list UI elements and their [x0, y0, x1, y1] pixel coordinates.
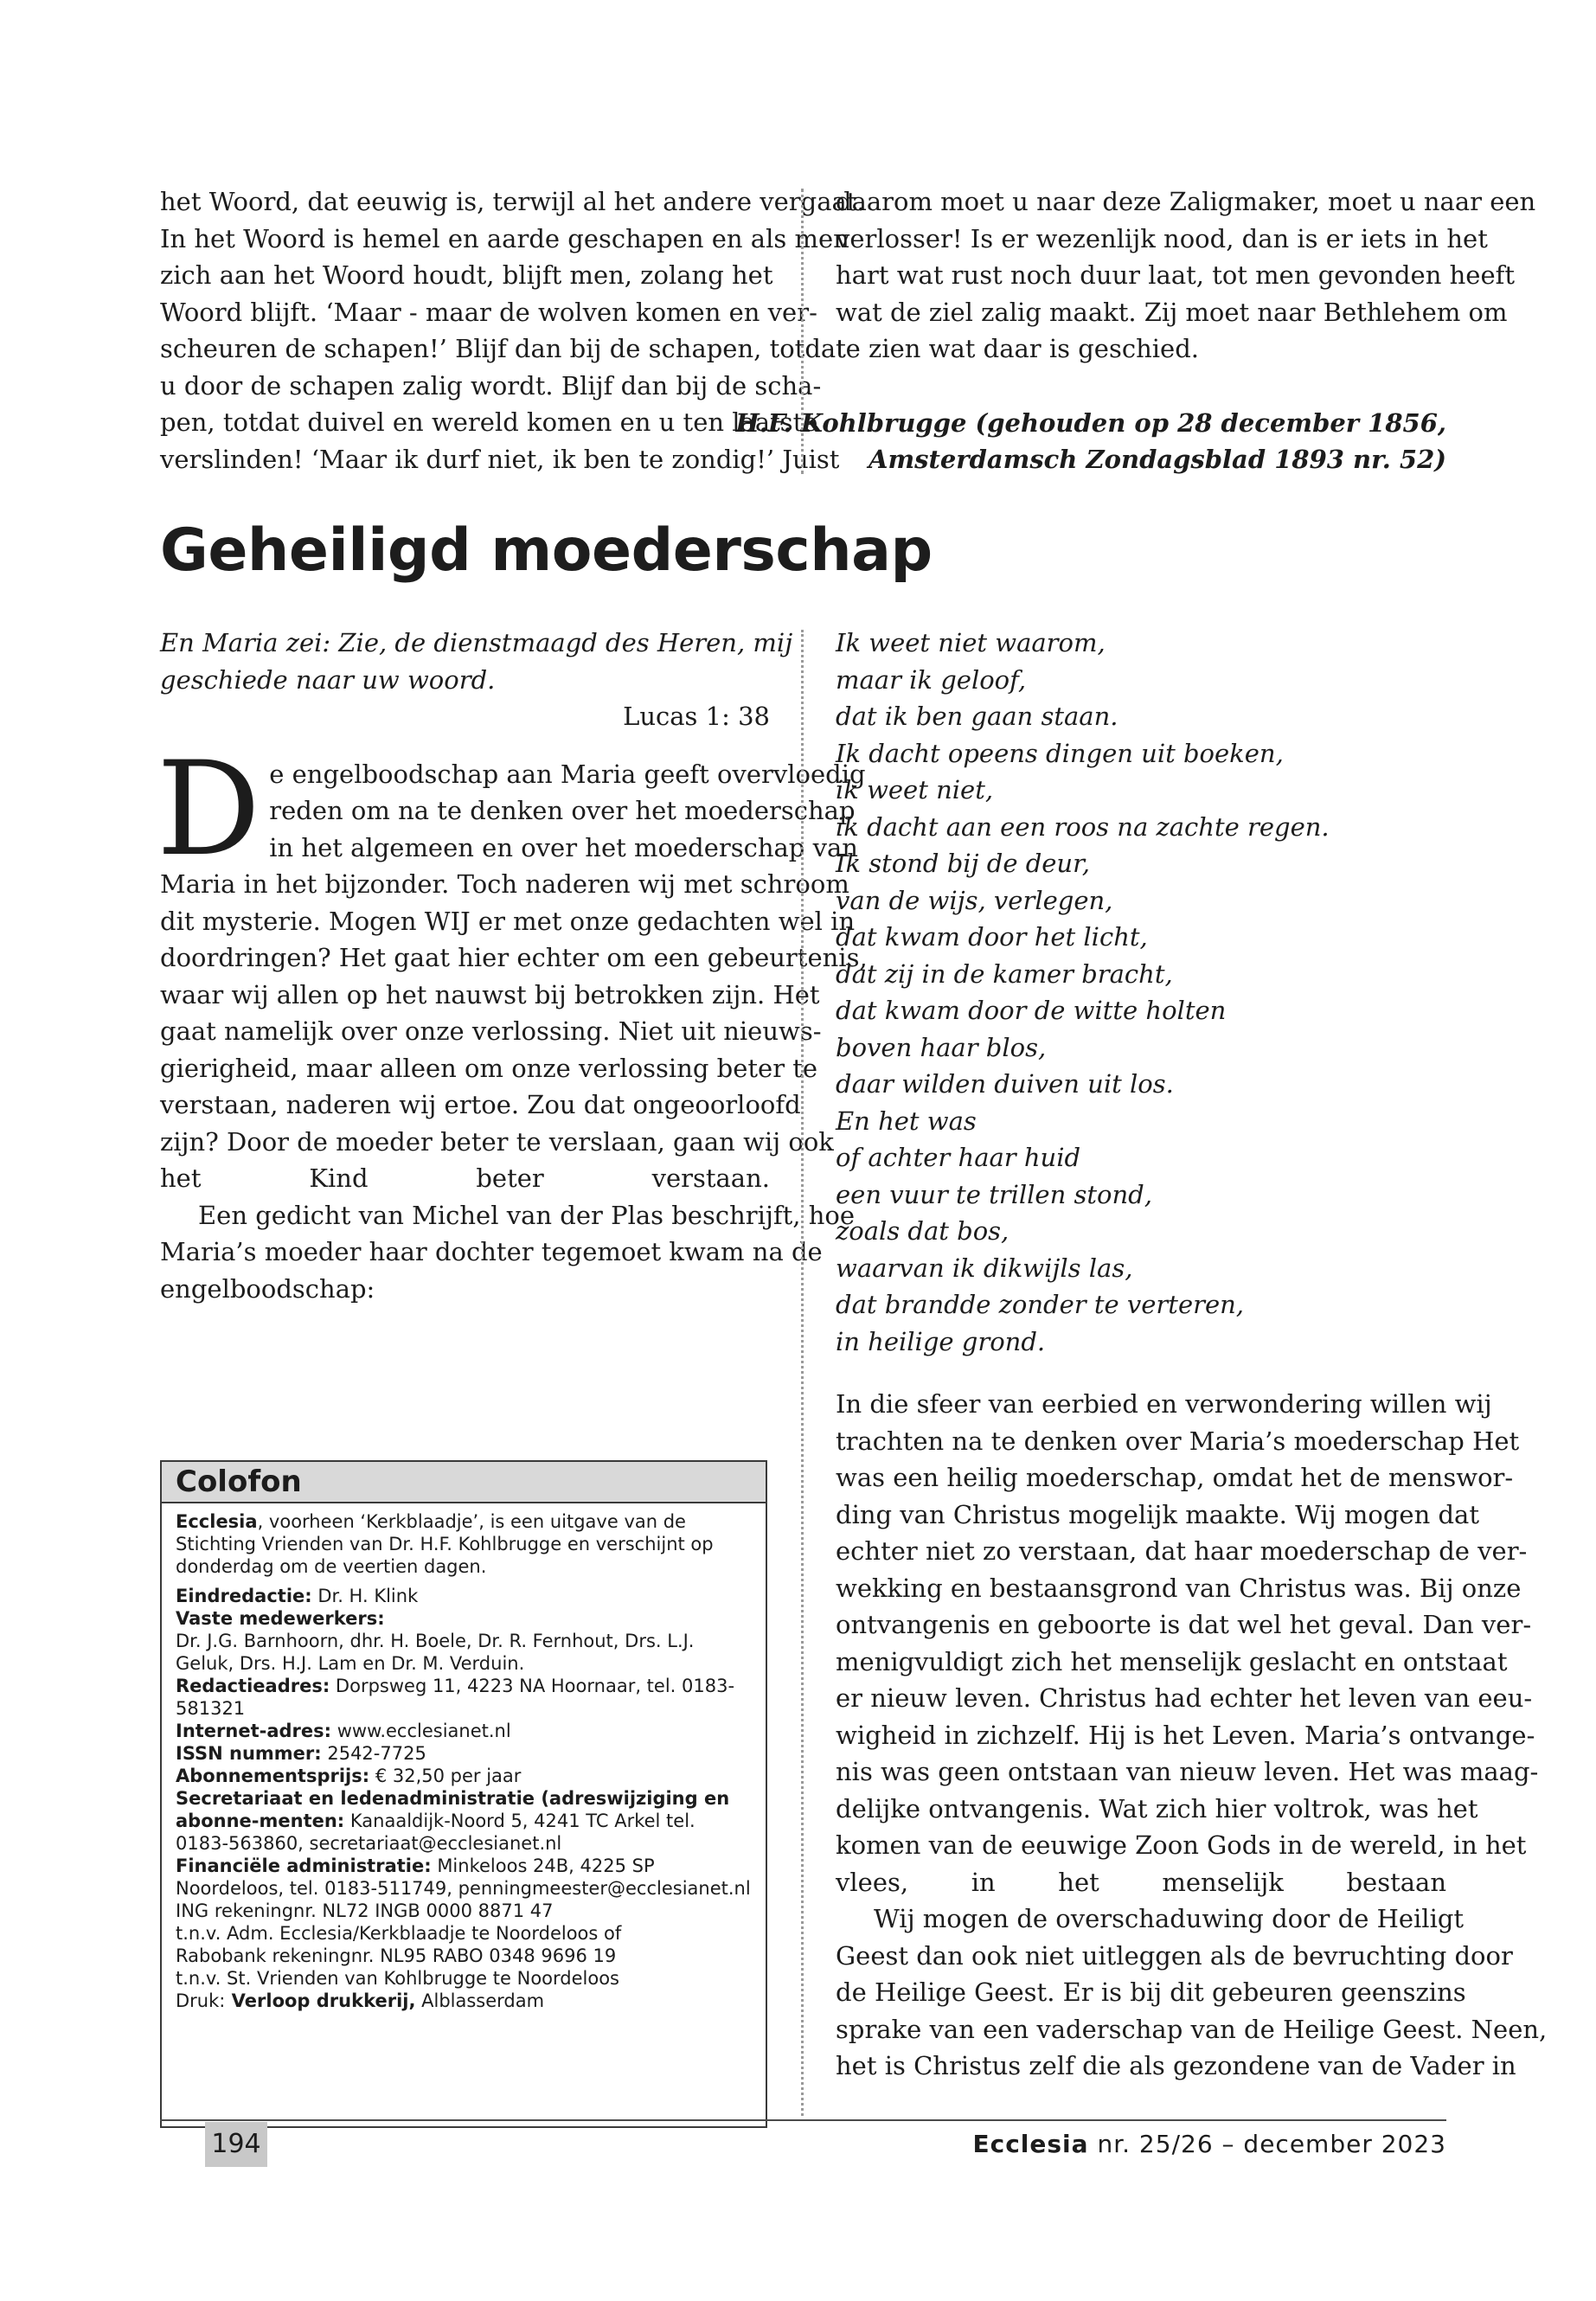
text-line: waar wij allen op het nauwst bij betrokken zijn. Het [160, 979, 820, 1009]
colofon-value: Minkeloos 24B, 4225 SP Noordeloos, tel. 0183-511749, penningmeester@ecclesianet.nl [176, 1856, 751, 1899]
text-line: gierigheid, maar alleen om onze verlossing beter te [160, 1053, 818, 1083]
text-line: te zien wat daar is geschied. [836, 334, 1199, 363]
top-left-column [160, 183, 865, 478]
colofon-redactieadres [176, 1675, 752, 1720]
top-right-column [836, 183, 1536, 368]
text-line: scheuren de schapen!’ Blijf dan bij de schapen, totdat [160, 334, 846, 363]
text-line: er nieuw leven. Christus had echter het leven van eeu- [836, 1683, 1533, 1713]
colofon-bank-1: ING rekeningnr. NL72 INGB 0000 8871 47 [176, 1900, 554, 1921]
colofon-secretariaat [176, 1787, 752, 1855]
text-line: Maria’s moeder haar dochter tegemoet kwam na de [160, 1237, 823, 1266]
colofon-label: Abonnementsprijs: [176, 1766, 370, 1786]
colofon-body [162, 1503, 766, 2019]
colofon-value: € 32,50 per jaar [369, 1766, 522, 1786]
poem-line: van de wijs, verlegen, [836, 885, 1113, 915]
text-line: verstaan, naderen wij ertoe. Zou dat ongeoorloofd [160, 1090, 801, 1119]
footer-rule [160, 2119, 1446, 2121]
text-line: nis was geen ontstaan van nieuw leven. Het was maag- [836, 1757, 1539, 1786]
text-line: verlosser! Is er wezenlijk nood, dan is er iets in het [836, 223, 1488, 253]
text-line: was een heilig moederschap, omdat het de menswor- [836, 1463, 1514, 1492]
colofon-title: Colofon [162, 1462, 766, 1503]
colofon-intro-label: Ecclesia [176, 1511, 258, 1532]
colofon-druk [176, 1990, 752, 2012]
colofon-box [160, 1460, 767, 2128]
colofon-label: Vaste medewerkers: [176, 1608, 385, 1629]
paragraph-3 [836, 1386, 1539, 1900]
colofon-value: Dorpsweg 11, 4223 NA Hoornaar, tel. 0183-581321 [176, 1676, 735, 1719]
signature [735, 405, 1446, 478]
text-line: Geest dan ook niet uitleggen als de bevruchting door [836, 1940, 1513, 1971]
page-number: 194 [205, 2122, 267, 2167]
text-line: ding van Christus mogelijk maakte. Wij mogen dat [836, 1499, 1479, 1529]
footer-issue [972, 2126, 1446, 2163]
text-line: reden om na te denken over het moederschap [269, 796, 856, 825]
epigraph-reference: Lucas 1: 38 [623, 702, 770, 731]
text-line: dit mysterie. Mogen WIJ er met onze gedachten wel in [160, 906, 856, 936]
text-line: wekking en bestaansgrond van Christus was. Bij onze [836, 1573, 1522, 1603]
colofon-intro [176, 1510, 752, 1578]
article-left-column [157, 625, 868, 1307]
colofon-value: Kanaaldijk-Noord 5, 4241 TC Arkel tel. 0183-563860, secretariaat@ecclesianet.nl [176, 1811, 695, 1854]
poem-line: Ik stond bij de deur, [836, 849, 1090, 878]
drop-cap: D [157, 734, 261, 885]
colofon-bank-2-tnv: t.n.v. St. Vrienden van Kohlbrugge te Noordeloos [176, 1968, 620, 1989]
colofon-label: Internet-adres: [176, 1721, 332, 1741]
poem [836, 625, 1446, 1360]
colofon-value: Alblasserdam [415, 1990, 545, 2011]
poem-line: maar ik geloof, [836, 664, 1027, 695]
poem-line: ik weet niet, [836, 775, 994, 804]
signature-line: H.F. Kohlbrugge (gehouden op 28 december 1856, [735, 408, 1446, 438]
text-line: zijn? Door de moeder beter te verslaan, gaan wij ook [160, 1126, 834, 1157]
colofon-issn [176, 1742, 752, 1765]
text-line: echter niet zo verstaan, dat haar moederschap de ver- [836, 1536, 1528, 1566]
colofon-financieel [176, 1855, 752, 1900]
poem-line: Ik weet niet waarom, [836, 628, 1106, 657]
colofon-medewerkers [176, 1607, 752, 1675]
poem-line: een vuur te trillen stond, [836, 1179, 1152, 1209]
text-line: In die sfeer van eerbied en verwondering willen wij [836, 1389, 1492, 1419]
text-line: het is Christus zelf die als gezondene van de Vader in [836, 2051, 1516, 2080]
colofon-bank-2: Rabobank rekeningnr. NL95 RABO 0348 9696 19 [176, 1945, 617, 1966]
paragraph-4 [836, 1900, 1548, 2085]
colofon-label: Secretariaat en ledenadministratie (adreswijziging en abonne-menten: [176, 1788, 730, 1831]
poem-line: Ik dacht opeens dingen uit boeken, [836, 738, 1284, 768]
text-line: de Heilige Geest. Er is bij dit gebeuren geenszins [836, 1977, 1466, 2007]
text-line: wat de ziel zalig maakt. Zij moet naar Bethlehem om [836, 297, 1508, 327]
poem-line: daar wilden duiven uit los. [836, 1069, 1174, 1099]
journal-name: Ecclesia [972, 2130, 1089, 2158]
text-line: verslinden! ‘Maar ik durf niet, ik ben te zondig!’ Juist [160, 444, 840, 474]
poem-line: ik dacht aan een roos na zachte regen. [836, 811, 1330, 842]
text-line: wigheid in zichzelf. Hij is het Leven. Maria’s ontvange- [836, 1720, 1535, 1750]
poem-line: boven haar blos, [836, 1032, 1047, 1062]
poem-line: dat zij in de kamer bracht, [836, 958, 1173, 989]
text-line: het Kind beter verstaan. [160, 1163, 770, 1193]
colofon-value: Dr. H. Klink [311, 1586, 419, 1606]
text-line: Wij mogen de overschaduwing door de Heiligt [874, 1904, 1465, 1933]
text-line: hart wat rust noch duur laat, tot men gevonden heeft [836, 260, 1515, 290]
colofon-value: 2542-7725 [321, 1743, 426, 1764]
colofon-abonnement [176, 1765, 752, 1787]
text-line: delijke ontvangenis. Wat zich hier voltrok, was het [836, 1793, 1478, 1823]
signature-line: Amsterdamsch Zondagsblad 1893 nr. 52) [868, 445, 1446, 474]
text-line: u door de schapen zalig wordt. Blijf dan bij de scha- [160, 370, 822, 401]
poem-line: dat kwam door het licht, [836, 922, 1148, 952]
text-line: doordringen? Het gaat hier echter om een gebeurtenis, [160, 943, 868, 972]
column-divider [801, 630, 804, 2116]
text-line: vlees, in het menselijk bestaan [836, 1867, 1446, 1897]
article-right-column [836, 625, 1548, 2085]
paragraph-2 [160, 1197, 856, 1308]
text-line: daarom moet u naar deze Zaligmaker, moet u naar een [836, 187, 1536, 216]
poem-line: waarvan ik dikwijls las, [836, 1253, 1133, 1283]
colofon-label: Eindredactie: [176, 1586, 312, 1606]
paragraph-1 [157, 734, 868, 1197]
poem-line: dat kwam door de witte holten [836, 996, 1227, 1025]
epigraph [160, 625, 793, 698]
text-line: gaat namelijk over onze verlossing. Niet uit nieuws- [160, 1016, 822, 1046]
text-line: sprake van een vaderschap van de Heilige Geest. Neen, [836, 2014, 1548, 2044]
text-line: In het Woord is hemel en aarde geschapen en als men [160, 223, 849, 253]
text-line: komen van de eeuwige Zoon Gods in de wereld, in het [836, 1830, 1527, 1860]
text-line: engelboodschap: [160, 1273, 375, 1304]
issue-info: nr. 25/26 – december 2023 [1088, 2130, 1446, 2158]
colofon-printer: Verloop drukkerij, [225, 1990, 416, 2011]
poem-line: dat brandde zonder te verteren, [836, 1290, 1245, 1319]
text-line: Een gedicht van Michel van der Plas beschrijft, hoe [198, 1200, 856, 1230]
text-line: ontvangenis en geboorte is dat wel het geval. Dan ver- [836, 1610, 1532, 1639]
colofon-label: ISSN nummer: [176, 1743, 322, 1764]
colofon-internet [176, 1720, 752, 1742]
epigraph-line: geschiede naar uw woord. [160, 664, 496, 695]
text-line: trachten na te denken over Maria’s moederschap Het [836, 1426, 1520, 1456]
colofon-label: Druk: [176, 1990, 226, 2011]
colofon-value: www.ecclesianet.nl [331, 1721, 511, 1741]
text-line: Maria in het bijzonder. Toch naderen wij met schroom [160, 869, 849, 899]
text-line: menigvuldigt zich het menselijk geslacht en ontstaat [836, 1646, 1508, 1676]
article-title: Geheiligd moederschap [160, 516, 933, 585]
text-line: zich aan het Woord houdt, blijft men, zolang het [160, 260, 773, 290]
epigraph-line: En Maria zei: Zie, de dienstmaagd des Heren, mij [160, 628, 793, 657]
poem-line: in heilige grond. [836, 1326, 1046, 1356]
text-line: in het algemeen en over het moederschap van [269, 832, 858, 862]
text-line: het Woord, dat eeuwig is, terwijl al het andere vergaat. [160, 187, 865, 216]
colofon-label: Redactieadres: [176, 1676, 330, 1696]
text-line: pen, totdat duivel en wereld komen en u ten laatste [160, 407, 818, 437]
colofon-intro-text: , voorheen ‘Kerkblaadje’, is een uitgave van de Stichting Vrienden van Dr. H.F. Kohlbrugge en verschijnt op donderdag om de veertien dagen. [176, 1511, 714, 1577]
colofon-eindredactie [176, 1585, 752, 1607]
poem-line: zoals dat bos, [836, 1216, 1010, 1246]
text-line: e engelboodschap aan Maria geeft overvloedig [269, 759, 866, 789]
poem-line: of achter haar huid [836, 1143, 1081, 1172]
colofon-value: Dr. J.G. Barnhoorn, dhr. H. Boele, Dr. R. Fernhout, Drs. L.J. Geluk, Drs. H.J. Lam en Dr. M. Verduin. [176, 1631, 695, 1674]
text-line: Woord blijft. ‘Maar - maar de wolven komen en ver- [160, 297, 817, 327]
colofon-label: Financiële administratie: [176, 1856, 432, 1876]
poem-line: dat ik ben gaan staan. [836, 702, 1118, 731]
poem-line: En het was [836, 1106, 977, 1136]
colofon-bank-1-tnv: t.n.v. Adm. Ecclesia/Kerkblaadje te Noordeloos of [176, 1923, 622, 1944]
